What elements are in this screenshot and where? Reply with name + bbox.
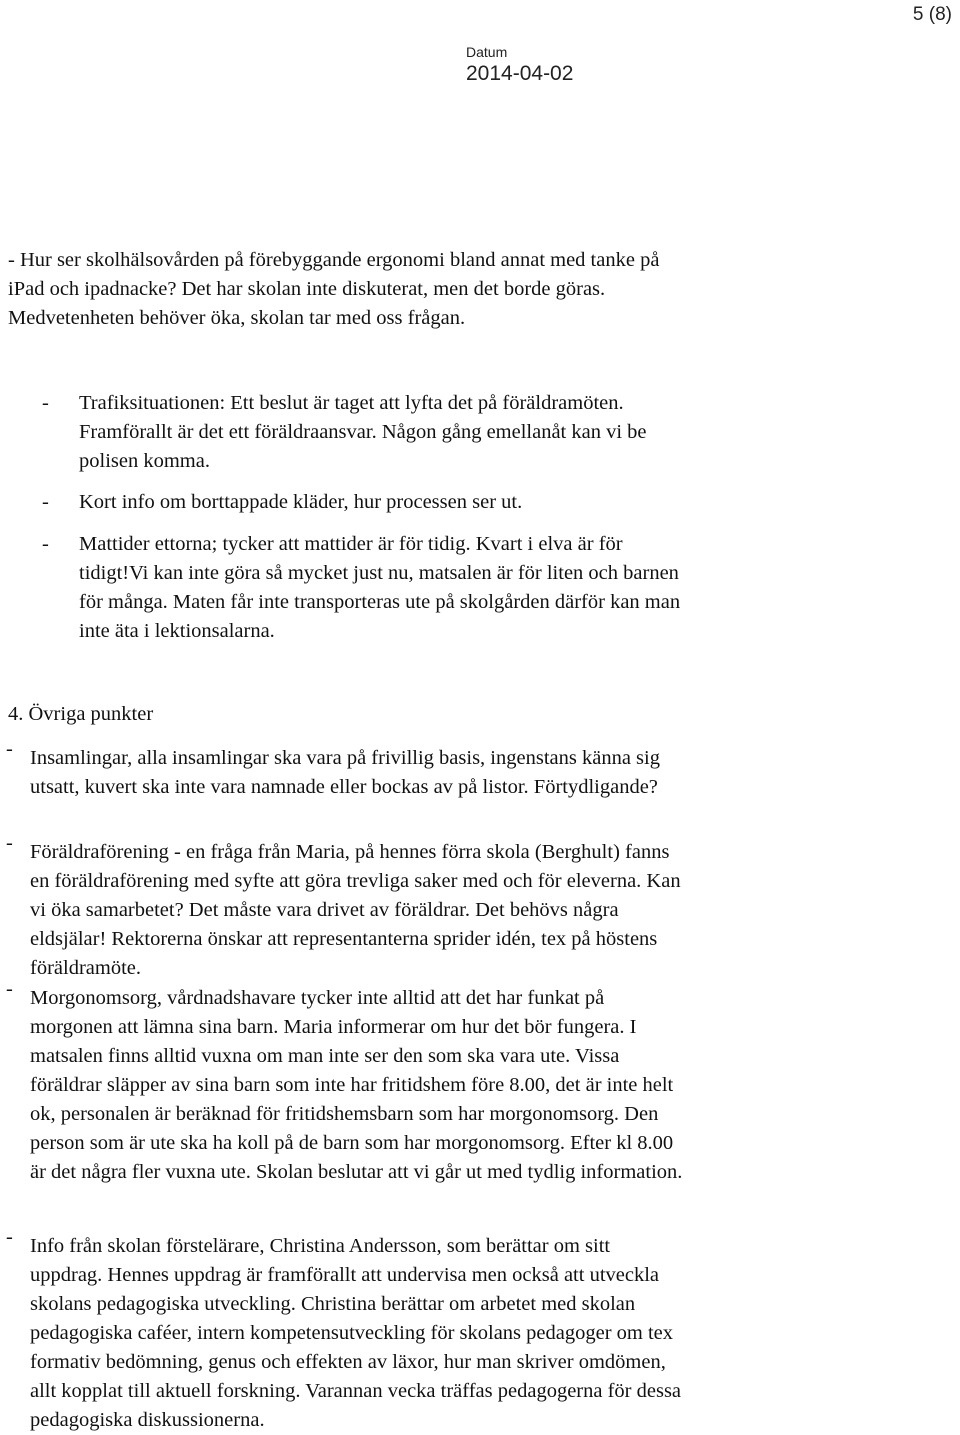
text-line: Info från skolan förstelärare, Christina Andersson, som berättar om sitt xyxy=(30,1235,611,1257)
text-line: eldsjälar! Rektorerna önskar att representanterna sprider idén, tex på höstens xyxy=(30,928,658,950)
item-dash: - xyxy=(6,978,13,1000)
text-line: person som är ute ska ha koll på de barn som har morgonomsorg. Efter kl 8.00 xyxy=(30,1132,674,1154)
list-item xyxy=(30,984,682,1187)
bullet-dash: - xyxy=(42,392,49,414)
text-line: formativ bedömning, genus och effekten av läxor, hur man skriver omdömen, xyxy=(30,1351,666,1373)
item-dash: - xyxy=(6,832,13,854)
text-line: Medvetenheten behöver öka, skolan tar med oss frågan. xyxy=(8,307,466,329)
bullet-dash: - xyxy=(42,491,49,513)
text-line: iPad och ipadnacke? Det har skolan inte diskuterat, men det borde göras. xyxy=(8,278,606,300)
text-line: Trafiksituationen: Ett beslut är taget att lyfta det på föräldramöten. xyxy=(79,392,624,414)
text-line: - Hur ser skolhälsovården på förebyggande ergonomi bland annat med tanke på xyxy=(8,249,660,271)
page-number: 5 (8) xyxy=(912,4,952,25)
text-line: Mattider ettorna; tycker att mattider är för tidig. Kvart i elva är för xyxy=(79,533,623,555)
text-line: Föräldraförening - en fråga från Maria, på hennes förra skola (Berghult) fanns xyxy=(30,841,670,863)
text-line: uppdrag. Hennes uppdrag är framförallt att undervisa men också att utveckla xyxy=(30,1264,660,1286)
list-item xyxy=(30,744,660,802)
text-line: morgonen att lämna sina barn. Maria informerar om hur det bör fungera. I xyxy=(30,1016,637,1038)
text-line: inte äta i lektionsalarna. xyxy=(79,620,275,642)
text-line: allt kopplat till aktuell forskning. Varannan vecka träffas pedagogerna för dessa xyxy=(30,1380,682,1402)
bullet-item xyxy=(79,530,680,646)
text-line: ok, personalen är beräknad för fritidshemsbarn som har morgonomsorg. Den xyxy=(30,1103,659,1125)
item-dash: - xyxy=(6,1226,13,1248)
text-line: Insamlingar, alla insamlingar ska vara på frivillig basis, ingenstans känna sig xyxy=(30,747,660,769)
text-line: en föräldraförening med syfte att göra trevliga saker med och för eleverna. Kan xyxy=(30,870,681,892)
date-value: 2014-04-02 xyxy=(466,62,574,85)
section-heading: 4. Övriga punkter xyxy=(8,703,154,725)
intro-paragraph xyxy=(8,246,659,333)
date-label: Datum xyxy=(466,44,508,60)
text-line: polisen komma. xyxy=(79,450,210,472)
text-line: Framförallt är det ett föräldraansvar. Någon gång emellanåt kan vi be xyxy=(79,421,647,443)
text-line: pedagogiska diskussionerna. xyxy=(30,1409,265,1431)
text-line: pedagogiska caféer, intern kompetensutveckling för skolans pedagoger om tex xyxy=(30,1322,674,1344)
text-line: skolans pedagogiska utveckling. Christina berättar om arbetet med skolan xyxy=(30,1293,636,1315)
item-dash: - xyxy=(6,738,13,760)
list-item xyxy=(30,838,681,983)
text-line: tidigt!Vi kan inte göra så mycket just nu, matsalen är för liten och barnen xyxy=(79,562,679,584)
text-line: Kort info om borttappade kläder, hur processen ser ut. xyxy=(79,491,523,513)
text-line: vi öka samarbetet? Det måste vara drivet av föräldrar. Det behövs några xyxy=(30,899,619,921)
text-line: matsalen finns alltid vuxna om man inte ser den som ska vara ute. Vissa xyxy=(30,1045,620,1067)
list-item xyxy=(30,1232,681,1435)
bullet-item xyxy=(79,488,522,517)
text-line: Morgonomsorg, vårdnadshavare tycker inte alltid att det har funkat på xyxy=(30,987,605,1009)
text-line: för många. Maten får inte transporteras ute på skolgården därför kan man xyxy=(79,591,681,613)
text-line: föräldramöte. xyxy=(30,957,141,979)
text-line: är det några fler vuxna ute. Skolan beslutar att vi går ut med tydlig information. xyxy=(30,1161,683,1183)
bullet-dash: - xyxy=(42,533,49,555)
text-line: utsatt, kuvert ska inte vara namnade eller bockas av på listor. Förtydligande? xyxy=(30,776,658,798)
bullet-item xyxy=(79,389,647,476)
text-line: föräldrar släpper av sina barn som inte har fritidshem före 8.00, det är inte helt xyxy=(30,1074,674,1096)
